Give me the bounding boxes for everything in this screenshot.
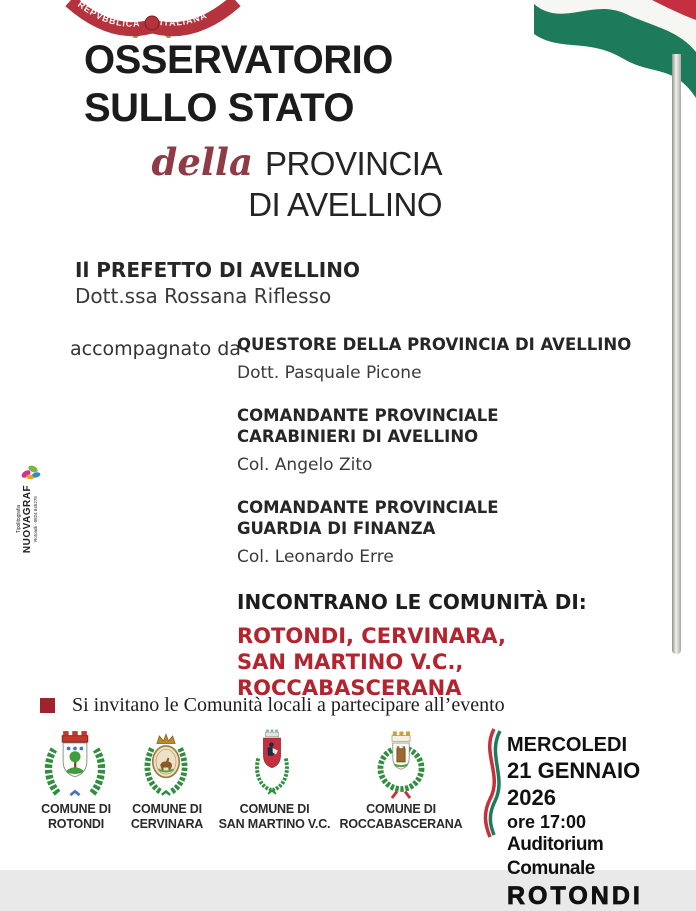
subtitle-script-word: della — [151, 140, 253, 184]
printer-name: NUOVAGRAF — [22, 484, 33, 554]
republic-emblem-icon — [64, 0, 242, 38]
event-city: ROTONDI — [507, 882, 643, 910]
prefect-block — [75, 258, 360, 310]
official-role: CARABINIERI DI AVELLINO — [237, 427, 479, 446]
official-role: COMANDANTE PROVINCIALE — [237, 406, 499, 425]
muni-line: SAN MARTINO V.C. — [218, 817, 331, 831]
muni-line: CERVINARA — [130, 817, 204, 831]
accompanied-by-label: accompagnato da — [70, 338, 241, 360]
svg-text:ITALIANA: ITALIANA — [159, 9, 209, 28]
cervinara-crest-icon — [137, 729, 195, 801]
muni-line: ROCCABASCERANA — [339, 817, 463, 831]
subtitle-line-2: DI AVELLINO — [248, 186, 442, 223]
communities-line-2: SAN MARTINO V.C., ROCCABASCERANA — [237, 650, 464, 700]
title-line-2: SULLO STATO — [84, 86, 355, 130]
printer-credit — [16, 479, 52, 559]
subtitle-line-1: PROVINCIA — [264, 145, 442, 182]
tricolor-ribbon-icon — [477, 727, 507, 839]
muni-line: COMUNE DI — [366, 802, 436, 816]
subtitle — [151, 140, 442, 225]
printer-contact: Rotondi - 0824 845275 — [33, 496, 38, 542]
municipality-label-roccabascerana — [320, 802, 482, 832]
event-details — [507, 733, 693, 911]
official-carabinieri — [237, 405, 657, 477]
muni-line: ROTONDI — [47, 817, 104, 831]
official-name: Col. Angelo Zito — [237, 455, 373, 475]
muni-line: COMUNE DI — [41, 802, 111, 816]
officials-list — [237, 334, 657, 589]
official-guardia-di-finanza — [237, 497, 657, 569]
event-venue: Auditorium Comunale — [507, 834, 604, 879]
event-day: MERCOLEDI — [507, 734, 627, 756]
official-role: COMANDANTE PROVINCIALE — [237, 498, 499, 517]
roccabascerana-crest-icon — [372, 729, 430, 803]
prefect-role: Il PREFETTO DI AVELLINO — [75, 258, 360, 282]
communities-line-1: ROTONDI, CERVINARA, — [237, 624, 506, 648]
printer-type: Tipolitografia — [16, 504, 22, 534]
flag-pole — [672, 54, 681, 654]
invitation-text: Si invitano le Comunità locali a partecipare all’evento — [72, 694, 505, 716]
official-questore — [237, 334, 657, 385]
svg-text:REPVBBLICA: REPVBBLICA — [75, 0, 141, 29]
official-name: Dott. Pasquale Picone — [237, 363, 422, 383]
san-martino-crest-icon — [249, 727, 295, 803]
invitation-row — [40, 694, 505, 717]
rotondi-crest-icon — [43, 727, 107, 801]
page-title — [84, 36, 393, 132]
muni-line: COMUNE DI — [239, 802, 310, 816]
event-date: 21 GENNAIO 2026 — [507, 758, 641, 810]
official-role: QUESTORE DELLA PROVINCIA DI AVELLINO — [237, 335, 632, 354]
square-bullet-icon — [40, 698, 55, 713]
meeting-heading: INCONTRANO LE COMUNITÀ DI: — [237, 590, 587, 614]
prefect-name: Dott.ssa Rossana Riflesso — [75, 284, 332, 308]
meeting-block — [237, 590, 677, 701]
official-name: Col. Leonardo Erre — [237, 547, 394, 567]
event-time: ore 17:00 — [507, 812, 587, 832]
title-line-1: OSSERVATORIO — [84, 38, 393, 82]
official-role: GUARDIA DI FINANZA — [237, 519, 436, 538]
muni-line: COMUNE DI — [132, 802, 202, 816]
printer-logo-icon — [20, 464, 42, 480]
